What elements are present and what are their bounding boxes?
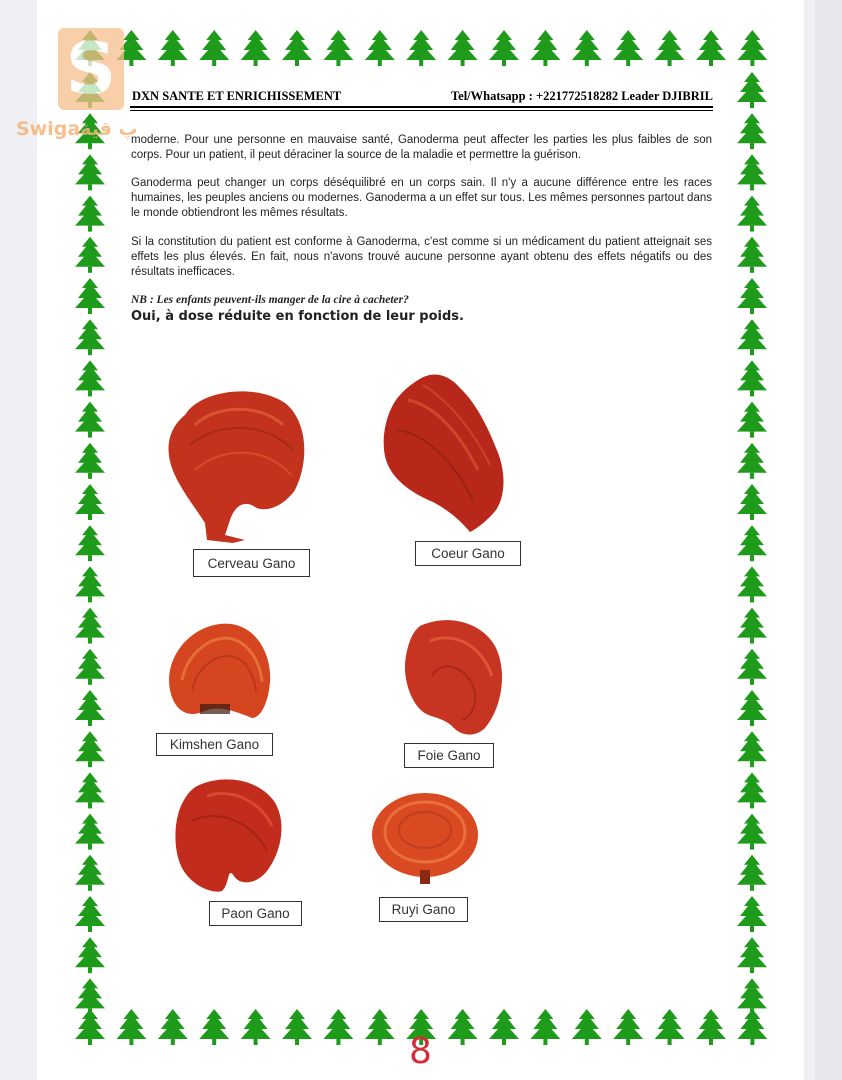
header-rule — [130, 106, 713, 108]
tree-icon — [365, 30, 395, 66]
tree-icon — [737, 731, 767, 767]
tree-icon — [737, 278, 767, 314]
tree-icon — [737, 319, 767, 355]
nb-question: NB : Les enfants peuvent-ils manger de la cire à cacheter? — [131, 294, 409, 306]
tree-icon — [696, 30, 726, 66]
header-contact: Tel/Whatsapp : +221772518282 Leader DJIBRIL — [450, 89, 713, 103]
label-kimshen-gano: Kimshen Gano — [156, 733, 273, 756]
tree-icon — [737, 937, 767, 973]
tree-icon — [75, 237, 105, 273]
label-ruyi-gano: Ruyi Gano — [379, 897, 468, 922]
tree-icon — [323, 30, 353, 66]
tree-icon — [75, 566, 105, 602]
tree-icon — [448, 1009, 478, 1045]
tree-icon — [489, 30, 519, 66]
tree-icon — [737, 484, 767, 520]
tree-icon — [737, 566, 767, 602]
tree-icon — [655, 1009, 685, 1045]
page-header — [130, 89, 713, 107]
tree-icon — [737, 113, 767, 149]
tree-icon — [282, 1009, 312, 1045]
tree-icon — [75, 731, 105, 767]
body-paragraph-2: Ganoderma peut changer un corps déséquilibré en un corps sain. Il n'y a aucune différence entre les races humaines, les peuples anciens ou modernes. Ganoderma a un effet sur tous. Les mêmes personnes partout dans le monde obtiendront les mêmes résultats. — [131, 177, 712, 219]
tree-icon — [572, 30, 602, 66]
tree-icon — [737, 896, 767, 932]
page-number: 8 — [409, 1031, 432, 1072]
tree-icon — [737, 608, 767, 644]
tree-icon — [241, 1009, 271, 1045]
tree-icon — [75, 896, 105, 932]
tree-icon — [282, 30, 312, 66]
tree-icon — [613, 1009, 643, 1045]
tree-icon — [737, 443, 767, 479]
tree-icon — [655, 30, 685, 66]
tree-icon — [737, 154, 767, 190]
watermark-logo: S — [58, 28, 124, 110]
tree-icon — [75, 937, 105, 973]
tree-icon — [75, 484, 105, 520]
tree-icon — [199, 1009, 229, 1045]
tree-icon — [530, 30, 560, 66]
tree-icon — [737, 855, 767, 891]
tree-icon — [75, 814, 105, 850]
tree-icon — [737, 978, 767, 1014]
watermark-text: Swigaپ قية — [16, 118, 138, 140]
tree-icon — [737, 772, 767, 808]
tree-icon — [737, 690, 767, 726]
tree-icon — [75, 649, 105, 685]
tree-icon — [75, 360, 105, 396]
tree-icon — [75, 978, 105, 1014]
tree-icon — [737, 360, 767, 396]
tree-icon — [75, 690, 105, 726]
body-paragraph-3: Si la constitution du patient est conforme à Ganoderma, c'est comme si un médicament du patient atteignait ses effets les plus élevés. En fait, nous n'avons trouvé aucune personne ayant obtenu des effets négatifs ou des résultats inefficaces. — [131, 236, 712, 278]
foie-gano-image — [400, 616, 505, 738]
tree-icon — [365, 1009, 395, 1045]
tree-icon — [406, 30, 436, 66]
tree-icon — [737, 649, 767, 685]
tree-icon — [75, 608, 105, 644]
tree-icon — [737, 72, 767, 108]
tree-icon — [696, 1009, 726, 1045]
tree-icon — [75, 319, 105, 355]
tree-icon — [489, 1009, 519, 1045]
label-coeur-gano: Coeur Gano — [415, 541, 521, 566]
tree-icon — [199, 30, 229, 66]
nb-answer: Oui, à dose réduite en fonction de leur poids. — [131, 309, 464, 324]
tree-icon — [572, 1009, 602, 1045]
tree-icon — [75, 772, 105, 808]
header-title: DXN SANTE ET ENRICHISSEMENT — [132, 89, 342, 103]
label-cerveau-gano: Cerveau Gano — [193, 549, 310, 577]
tree-icon — [737, 30, 767, 66]
tree-icon — [75, 196, 105, 232]
tree-icon — [737, 814, 767, 850]
tree-icon — [116, 1009, 146, 1045]
tree-icon — [75, 154, 105, 190]
body-paragraph-1: moderne. Pour une personne en mauvaise santé, Ganoderma peut affecter les parties les plus faibles de son corps. Pour un patient, il peut déraciner la source de la maladie et permettre la guérison. — [131, 134, 712, 161]
tree-icon — [158, 1009, 188, 1045]
tree-icon — [737, 196, 767, 232]
tree-icon — [737, 237, 767, 273]
ruyi-gano-image — [368, 790, 483, 885]
cerveau-gano-image — [165, 385, 310, 545]
tree-icon — [75, 278, 105, 314]
tree-icon — [323, 1009, 353, 1045]
tree-icon — [241, 30, 271, 66]
tree-icon — [75, 855, 105, 891]
tree-icon — [158, 30, 188, 66]
tree-icon — [448, 30, 478, 66]
coeur-gano-image — [378, 370, 508, 535]
paon-gano-image — [172, 776, 287, 894]
tree-icon — [75, 525, 105, 561]
label-paon-gano: Paon Gano — [209, 901, 302, 926]
tree-icon — [75, 402, 105, 438]
tree-icon — [613, 30, 643, 66]
tree-icon — [75, 443, 105, 479]
tree-icon — [530, 1009, 560, 1045]
header-rule-thin — [130, 110, 713, 111]
tree-icon — [737, 525, 767, 561]
label-foie-gano: Foie Gano — [404, 743, 494, 768]
kimshen-gano-image — [162, 620, 274, 720]
tree-icon — [737, 402, 767, 438]
